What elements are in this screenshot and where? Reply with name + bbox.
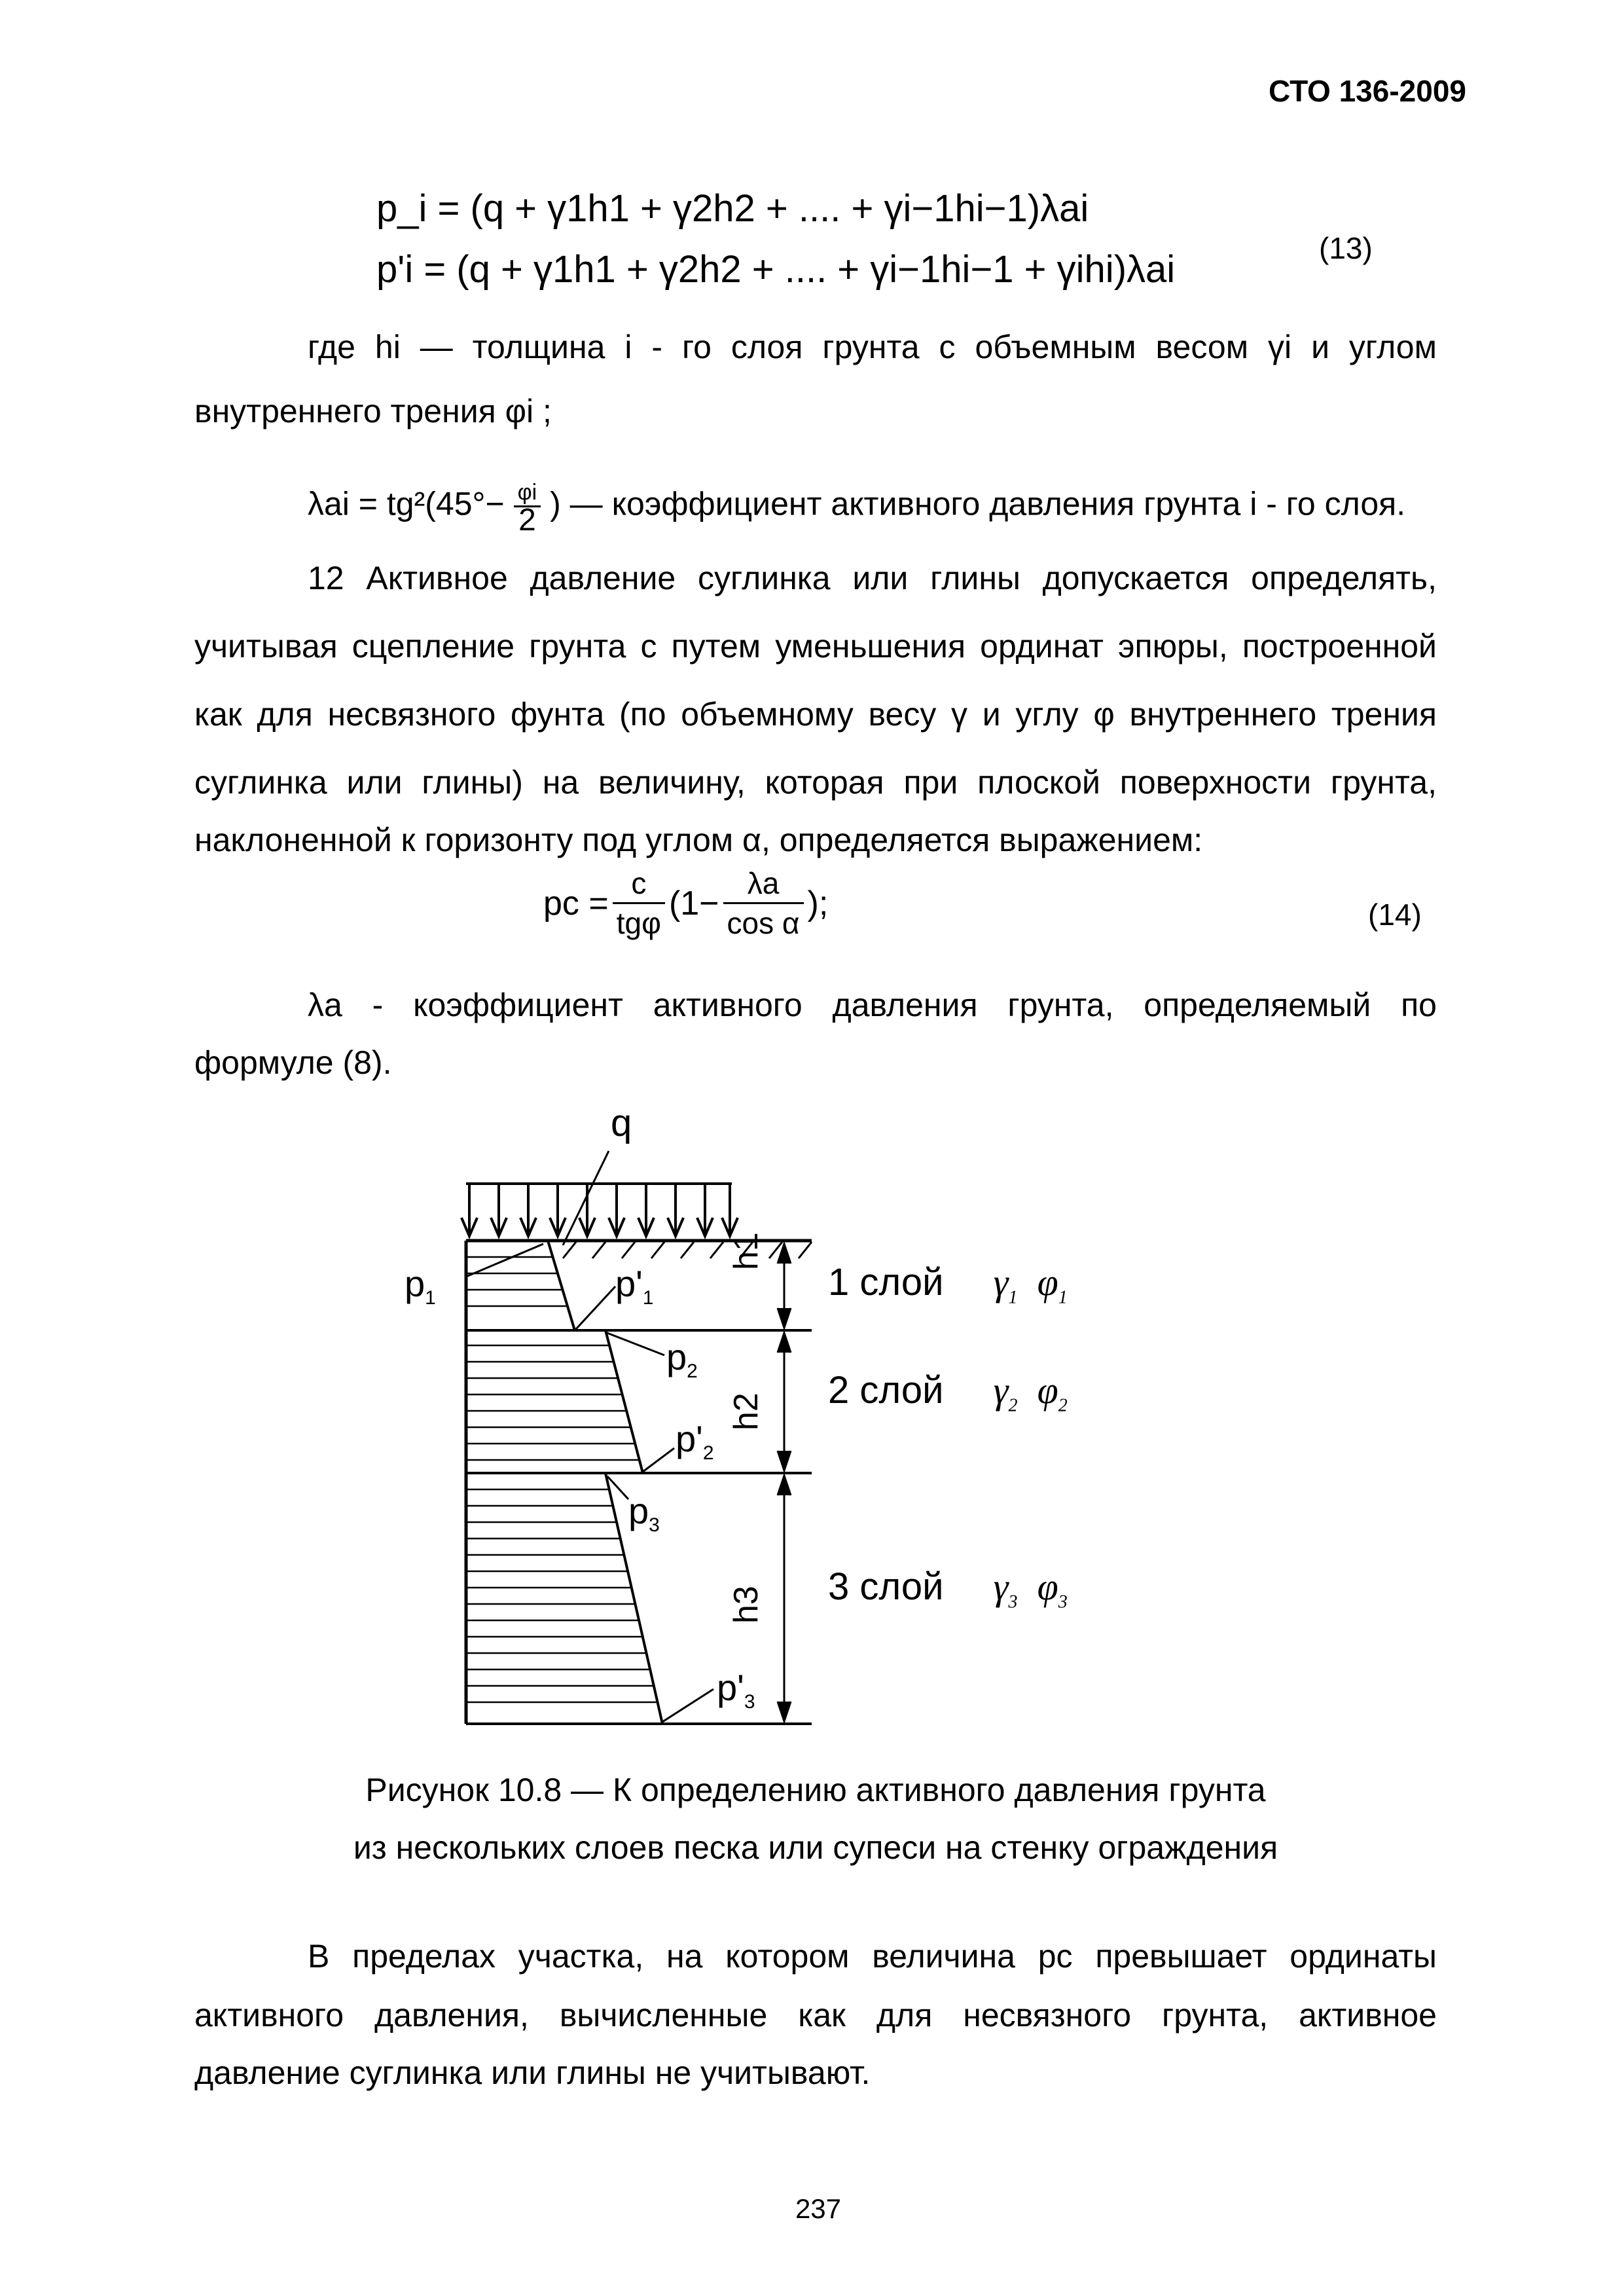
label-p1 bbox=[405, 1262, 436, 1309]
layer-1-name: 1 слой bbox=[828, 1261, 944, 1303]
gamma-1-sub: 1 bbox=[1008, 1287, 1018, 1308]
phi-1-symbol: φ bbox=[1037, 1261, 1058, 1303]
p1-sub: 1 bbox=[425, 1287, 436, 1309]
p1-prime-sub: 1 bbox=[642, 1287, 654, 1309]
gamma-3-sub: 3 bbox=[1008, 1592, 1018, 1613]
lambda-ai-prefix: λai = tg²(45°− bbox=[308, 485, 505, 522]
p2-prime-letter: p' bbox=[676, 1418, 703, 1459]
label-h1: h1 bbox=[727, 1232, 765, 1270]
layer-2-phi bbox=[1037, 1369, 1068, 1416]
p2-sub: 2 bbox=[687, 1360, 698, 1383]
c-numerator: c bbox=[613, 864, 665, 904]
figure-caption-line1: Рисунок 10.8 — К определению активного давления грунта bbox=[365, 1772, 1266, 1808]
lambda-a-numerator: λa bbox=[723, 864, 804, 904]
p3-prime-sub: 3 bbox=[744, 1691, 755, 1713]
cos-alpha-denominator: cos α bbox=[727, 906, 800, 940]
lambda-a-line1: λa - коэффициент активного давления грунта, определяемый по bbox=[308, 987, 1437, 1023]
p3-prime-letter: p' bbox=[717, 1667, 744, 1708]
layer-3-phi bbox=[1037, 1565, 1068, 1613]
label-h2: h2 bbox=[727, 1393, 765, 1430]
formula-13-line2: p'i = (q + γ1h1 + γ2h2 + .... + γi−1hi−1 + γihi)λai bbox=[376, 248, 1176, 291]
p2-prime-sub: 2 bbox=[702, 1442, 714, 1465]
layer-2-label bbox=[828, 1368, 1068, 1417]
lambda-a-line2: формуле (8). bbox=[194, 1044, 392, 1081]
lambda-ai-suffix: ) — коэффициент активного давления грунта i - го слоя. bbox=[550, 485, 1406, 522]
layer-3-gamma bbox=[993, 1565, 1018, 1613]
formula-14-number: (14) bbox=[1368, 898, 1422, 932]
label-p1-prime bbox=[615, 1262, 654, 1309]
gamma-2-symbol: γ bbox=[993, 1369, 1009, 1412]
label-p3 bbox=[628, 1489, 660, 1537]
layer-1-gamma bbox=[993, 1261, 1018, 1308]
closing-line2: активного давления, вычисленные как для несвязного грунта, активное bbox=[194, 1997, 1437, 2033]
para12-line4: суглинка или глины) на величину, которая при плоской поверхности грунта, bbox=[194, 764, 1437, 801]
layer-1-label bbox=[828, 1260, 1068, 1309]
layer-1-phi bbox=[1037, 1261, 1068, 1308]
phi-1-sub: 1 bbox=[1058, 1287, 1068, 1308]
para12-line1: 12 Активное давление суглинка или глины допускается определять, bbox=[308, 560, 1437, 596]
p3-letter: p bbox=[628, 1490, 649, 1531]
closing-line1: В пределах участка, на котором величина pc превышает ординаты bbox=[308, 1938, 1437, 1975]
phi-3-sub: 3 bbox=[1058, 1592, 1068, 1613]
formula-14-mid: (1− bbox=[668, 884, 719, 922]
figure-caption-line2: из нескольких слоев песка или супеси на стенку ограждения bbox=[353, 1829, 1278, 1866]
layer-3-label bbox=[828, 1565, 1068, 1613]
para12-line3: как для несвязного фунта (по объемному весу γ и углу φ внутреннего трения bbox=[194, 696, 1437, 733]
layer-2-name: 2 слой bbox=[828, 1369, 944, 1412]
gamma-2-sub: 2 bbox=[1008, 1395, 1018, 1416]
tgphi-denominator: tgφ bbox=[616, 906, 661, 940]
phi-2-symbol: φ bbox=[1037, 1369, 1058, 1412]
where-line2: внутреннего трения φi ; bbox=[194, 393, 552, 429]
layer-2-gamma bbox=[993, 1369, 1018, 1416]
phi-3-symbol: φ bbox=[1037, 1565, 1058, 1608]
closing-line3: давление суглинка или глины не учитывают. bbox=[194, 2054, 871, 2091]
where-line1: где hi — толщина i - го слоя грунта с объемным весом γi и углом bbox=[308, 329, 1437, 365]
label-p2-prime bbox=[676, 1417, 714, 1465]
p1-prime-letter: p' bbox=[615, 1263, 643, 1304]
page-number: 237 bbox=[795, 2193, 842, 2224]
label-p2 bbox=[666, 1336, 698, 1383]
p3-sub: 3 bbox=[649, 1514, 660, 1537]
label-q: q bbox=[611, 1102, 632, 1144]
load-arrows bbox=[461, 1184, 738, 1236]
gamma-3-symbol: γ bbox=[993, 1565, 1009, 1608]
two-denominator: 2 bbox=[518, 503, 536, 538]
para12-line2: учитывая сцепление грунта c путем уменьшения ординат эпюры, построенной bbox=[194, 628, 1437, 665]
formula-14-lhs: pc = bbox=[543, 884, 609, 922]
phi-i-numerator: φi bbox=[514, 479, 541, 507]
document-code: СТО 136-2009 bbox=[1269, 74, 1466, 108]
label-h3: h3 bbox=[727, 1586, 765, 1624]
height-dimension-lines bbox=[778, 1244, 791, 1721]
para12-line5: наклоненной к горизонту под углом α, определяется выражением: bbox=[194, 822, 1203, 858]
layer-3-name: 3 слой bbox=[828, 1565, 944, 1608]
p2-letter: p bbox=[666, 1336, 687, 1377]
pressure-diagram-hatching bbox=[466, 1257, 657, 1702]
formula-13-number: (13) bbox=[1319, 231, 1373, 265]
phi-2-sub: 2 bbox=[1058, 1395, 1068, 1416]
gamma-1-symbol: γ bbox=[993, 1261, 1009, 1303]
p1-letter: p bbox=[405, 1263, 425, 1304]
ground-hatching bbox=[563, 1242, 812, 1258]
formula-13-line1: p_i = (q + γ1h1 + γ2h2 + .... + γi−1hi−1)λai bbox=[376, 187, 1089, 230]
formula-14-end: ); bbox=[807, 884, 829, 922]
label-p3-prime bbox=[717, 1666, 755, 1713]
